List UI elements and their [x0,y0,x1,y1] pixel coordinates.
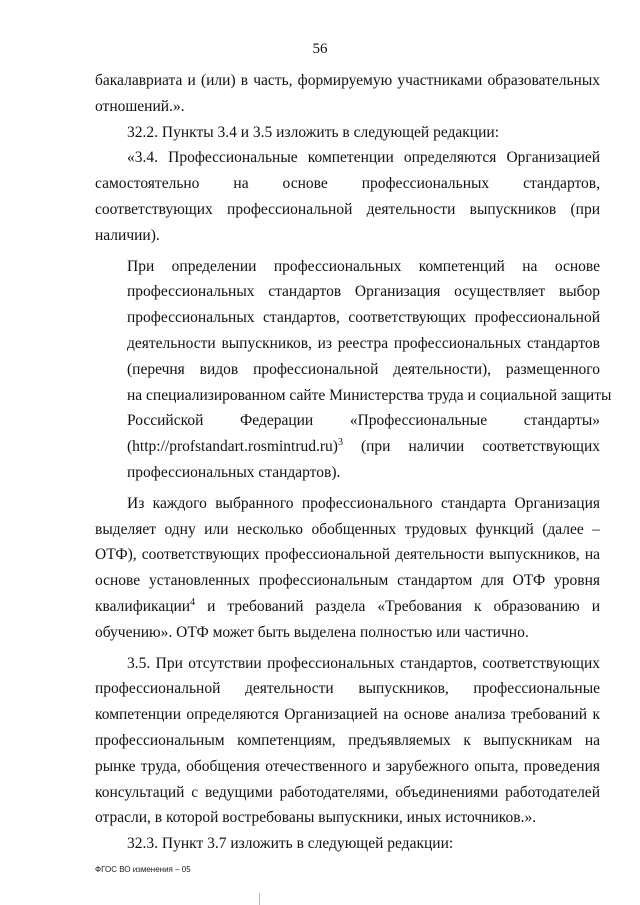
text-line-url [95,434,600,460]
paragraph-32-2: 32.2. Пункты 3.4 и 3.5 изложить в следующей редакции: [127,123,500,141]
page-number: 56 [312,41,328,57]
document-body [95,68,612,857]
paragraph-continuation: бакалавриата и (или) в часть, формируемую участниками образовательных отношений.». [95,72,600,115]
paragraph-3-4: «3.4. Профессиональные компетенции определяются Организацией самостоятельно на основе профессиональных стандартов, соответствующих профессиональной деятельности выпускников (при наличии). [95,149,600,244]
paragraph-profstandart-selection [95,254,612,486]
footnote-ref: 3 [337,437,343,448]
paragraph-otf [95,491,600,646]
scan-mark [259,893,260,905]
text-line: (перечня видов профессиональной деятельности), размещенного [127,360,600,378]
text-line: профессиональных стандартов Организация осуществляет выбор [127,283,600,301]
footnote-ref: 4 [190,596,196,608]
text-line: При определении профессиональных компетенций на основе [127,257,600,275]
otf-text-a: Из каждого выбранного профессионального стандарта Организация выделяет одну или несколько обобщенных трудовых функций (далее – ОТФ), соответствующих профессиональной деятельности выпускников, на основе установленных профессиональным стандартом для ОТФ уровня квалификации [95,494,600,615]
registry-url: (http://profstandart.rosmintrud.ru) [127,438,338,456]
paragraph-3-5: 3.5. При отсутствии профессиональных стандартов, соответствующих профессиональной деятельности выпускников, профессиональные компетенции определяются Организацией на основе анализа требований к профессиональным компетенциям, предъявляемых к выпускникам на рынке труда, обобщения отечественного и зарубежного опыта, проведения консультаций с ведущими работодателями, объединениями работодателей отрасли, в которой востребованы выпускники, иных источников.». [95,654,600,827]
page-footer: ФГОС ВО изменения – 05 [95,865,191,874]
otf-text-b: и требований раздела «Требования к образованию и обучению». ОТФ может быть выделена полностью или частично. [95,597,600,641]
url-tail-text: (при наличии соответствующих [342,438,600,456]
text-line: Российской Федерации «Профессиональные стандарты» [127,412,600,430]
text-line: профессиональных стандартов, соответствующих профессиональной [127,309,600,327]
text-line: на специализированном сайте Министерства труда и социальной защиты [127,386,612,404]
text-line: деятельности выпускников, из реестра профессиональных стандартов [127,334,600,352]
text-line: профессиональных стандартов). [127,463,341,481]
paragraph-32-3: 32.3. Пункт 3.7 изложить в следующей редакции: [127,835,454,853]
